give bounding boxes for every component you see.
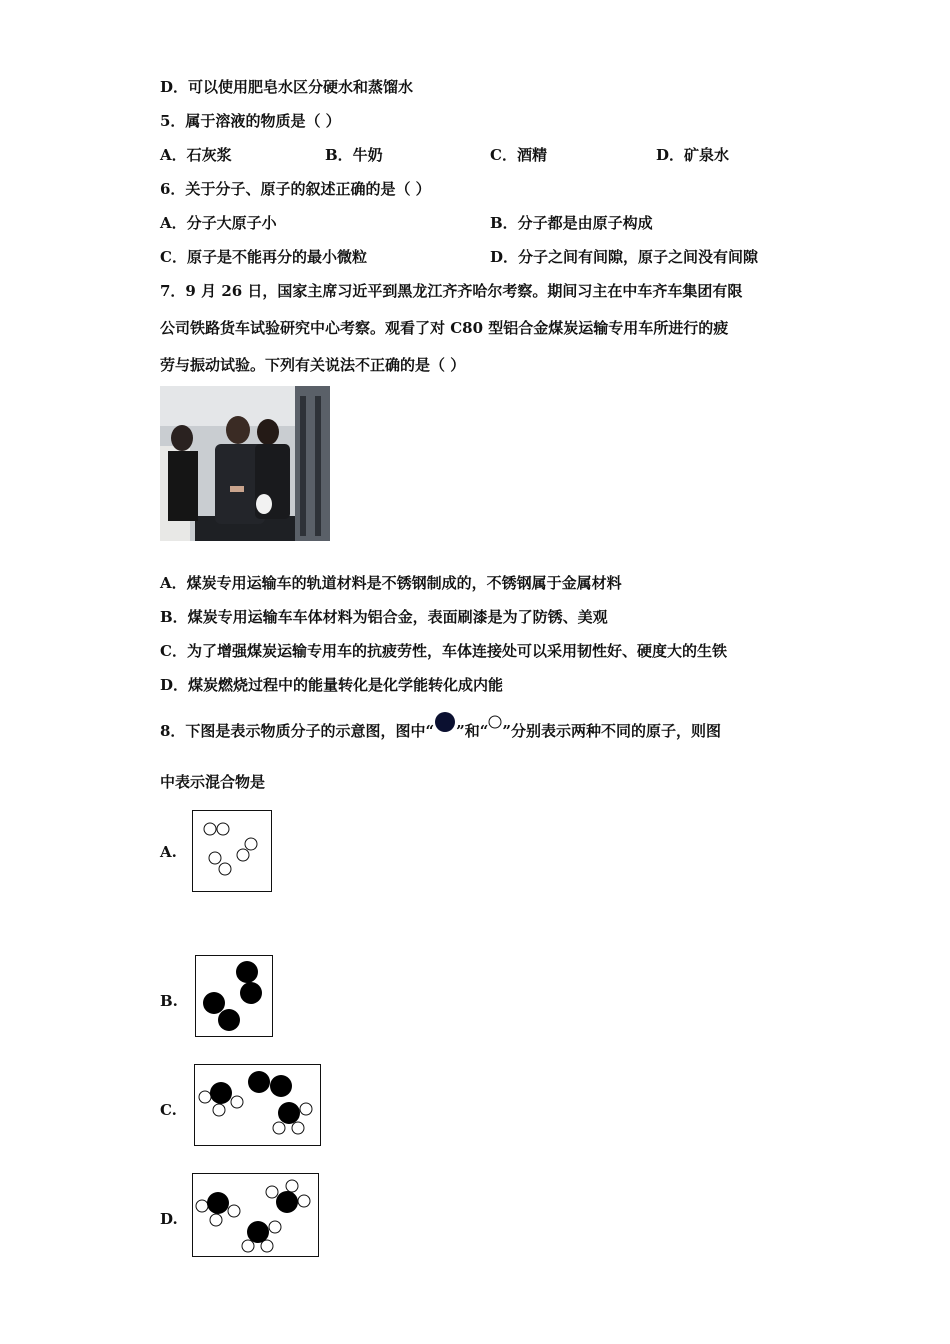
q6-option-a: A．分子大原子小 [160,214,277,232]
q8-option-a-label: A. [160,843,177,861]
q6-option-c: C．原子是不能再分的最小微粒 [160,248,367,266]
q8-stem-line2: 中表示混合物是 [160,773,266,791]
q5-stem: 5．属于溶液的物质是（ ） [160,112,341,130]
q7-photo [160,386,330,541]
q8-option-b-diagram [195,955,273,1037]
q8-option-d-label: D. [160,1210,178,1228]
q8-option-b-label: B. [160,992,178,1010]
q6-stem: 6．关于分子、原子的叙述正确的是（ ） [160,180,431,198]
q8-option-c-label: C. [160,1101,177,1119]
q8-stem-part2: ”和“ [456,722,489,740]
q7-option-b: B．煤炭专用运输车车体材料为铝合金，表面刷漆是为了防锈、美观 [160,608,608,626]
q8-stem-line1 [160,721,721,741]
q8-option-a-diagram [192,810,272,892]
q8-option-d-diagram [192,1173,319,1257]
black-atom-icon [434,711,456,731]
q7-option-c: C．为了增强煤炭运输专用车的抗疲劳性，车体连接处可以采用韧性好、硬度大的生铁 [160,642,727,660]
q8-stem-part3: ”分别表示两种不同的原子，则图 [502,722,721,740]
white-atom-icon [488,715,502,729]
q8-stem-part1: 8．下图是表示物质分子的示意图，图中“ [160,722,435,740]
q5-option-d: D．矿泉水 [656,146,730,164]
q7-option-d: D．煤炭燃烧过程中的能量转化是化学能转化成内能 [160,676,504,694]
q7-stem-line2: 公司铁路货车试验研究中心考察。观看了对 C80 型铝合金煤炭运输专用车所进行的疲 [160,319,729,337]
q5-option-b: B．牛奶 [325,146,383,164]
q6-option-b: B．分子都是由原子构成 [490,214,653,232]
q5-option-a: A．石灰浆 [160,146,232,164]
q6-option-d: D．分子之间有间隙，原子之间没有间隙 [490,248,759,266]
q4-option-d: D．可以使用肥皂水区分硬水和蒸馏水 [160,78,414,96]
q7-stem-line1: 7．9 月 26 日，国家主席习近平到黑龙江齐齐哈尔考察。期间习主在中车齐车集团有限 [160,282,743,300]
q7-option-a: A．煤炭专用运输车的轨道材料是不锈钢制成的，不锈钢属于金属材料 [160,574,622,592]
q7-stem-line3: 劳与振动试验。下列有关说法不正确的是（ ） [160,356,466,374]
q8-option-c-diagram [194,1064,321,1146]
q5-option-c: C．酒精 [490,146,547,164]
